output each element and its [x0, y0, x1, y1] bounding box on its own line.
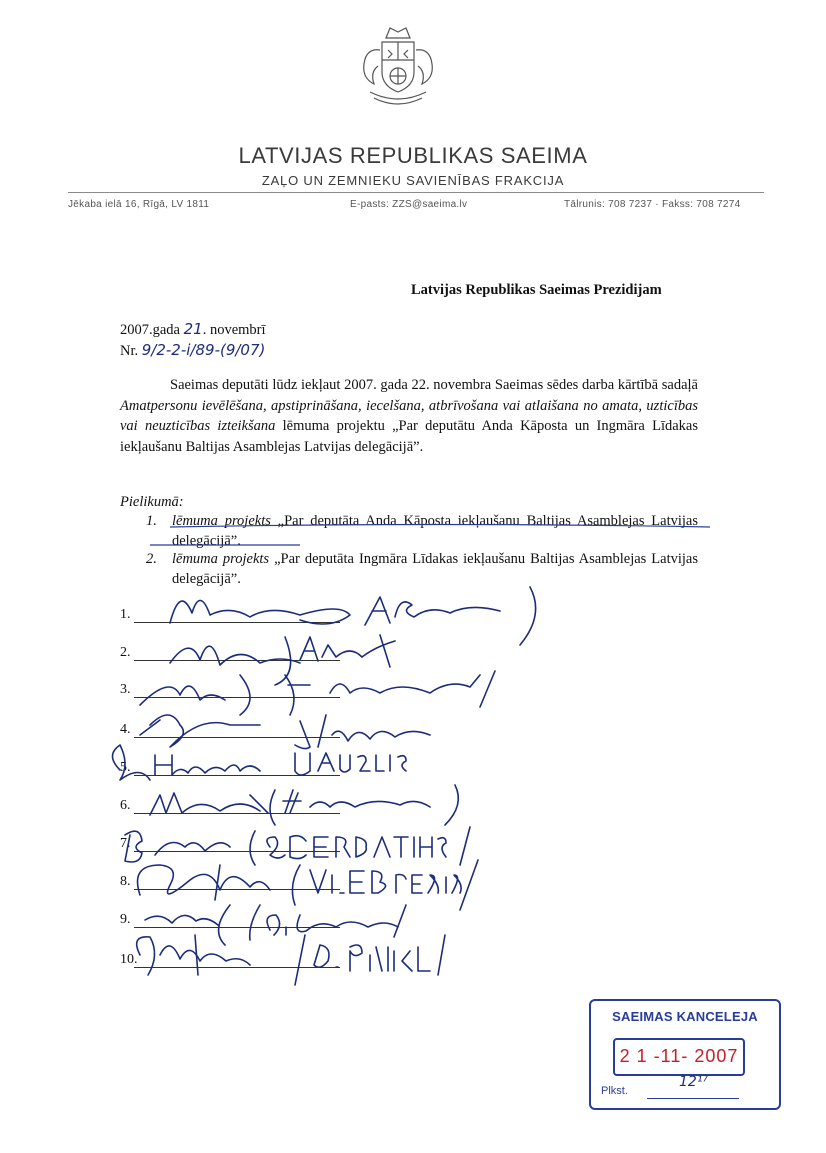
signature-number: 2. [120, 645, 131, 660]
signature-number: 1. [120, 607, 131, 622]
date-year: 2007.gada [120, 322, 180, 338]
attachment-type: lēmuma projekts [172, 513, 271, 529]
attachment-number: 1. [146, 513, 157, 529]
address: Jēkaba ielā 16, Rīgā, LV 1811 [68, 199, 210, 210]
stamp-title: SAEIMAS KANCELEJA [612, 1009, 758, 1024]
signature-number: 6. [120, 798, 131, 813]
stamp-time-label: Plkst. [601, 1085, 628, 1097]
attachments-title: Pielikumā: [120, 494, 184, 510]
number-handwritten: 9/2-2-i/89-(9/07) [141, 341, 266, 359]
handwritten-underline [140, 520, 720, 550]
stamp-date-box [613, 1038, 745, 1076]
attachment-title: „Par deputāta Anda Kāposta iekļaušanu Baltijas Asamblejas Latvijas delegācijā”. [172, 513, 698, 549]
signature-number: 7. [120, 836, 131, 851]
attachment-title: „Par deputāta Ingmāra Līdakas iekļaušanu Baltijas Asamblejas Latvijas delegācijā”. [172, 551, 699, 587]
body-text-part1: Saeimas deputāti lūdz iekļaut 2007. gada 22. novembra Saeimas sēdes darba kārtībā sadaļā [170, 377, 698, 393]
stamp-time-handwritten: 12¹⁷ [679, 1074, 709, 1090]
registration-stamp [589, 999, 781, 1110]
signature-number: 5. [120, 760, 131, 775]
date-month: . novembrī [202, 322, 266, 338]
signature-1-scrawl [170, 600, 350, 624]
document-date [120, 320, 266, 339]
agenda-section: Amatpersonu ievēlēšana, apstiprināšana, iecelšana, atbrīvošana vai atlaišana no amata, uzticības vai neuzticības izteikšana [120, 397, 698, 434]
coat-of-arms-emblem [352, 20, 444, 112]
stamp-time-line [647, 1098, 739, 1099]
stamp-date: 2 1 -11- 2007 [619, 1046, 739, 1066]
date-day-handwritten: 21 [183, 320, 203, 338]
signature-number: 4. [120, 722, 131, 737]
document-number [120, 341, 265, 360]
body-text-part2: lēmuma projektu „Par deputātu Anda Kāposta un Ingmāra Līdakas iekļaušanu Baltijas Asamblejas Latvijas delegācijā”. [120, 418, 698, 455]
handwritten-signatures [100, 575, 560, 995]
attachment-type: lēmuma projekts [172, 551, 270, 567]
email: E-pasts: ZZS@saeima.lv [350, 199, 468, 210]
coat-of-arms-icon [352, 20, 444, 112]
signature-number: 8. [120, 874, 131, 889]
number-label: Nr. [120, 343, 139, 359]
organization-name: LATVIJAS REPUBLIKAS SAEIMA [238, 143, 588, 168]
header-divider [68, 192, 764, 193]
faction-name: ZAĻO UN ZEMNIEKU SAVIENĪBAS FRAKCIJA [261, 173, 565, 188]
signature-number: 3. [120, 682, 131, 697]
signature-number: 10. [120, 952, 138, 967]
recipient: Latvijas Republikas Saeimas Prezidijam [411, 282, 662, 298]
body-paragraph [120, 375, 698, 457]
signature-number: 9. [120, 912, 131, 927]
attachment-number: 2. [146, 551, 157, 567]
phone-fax: Tālrunis: 708 7237 · Fakss: 708 7274 [564, 199, 741, 210]
